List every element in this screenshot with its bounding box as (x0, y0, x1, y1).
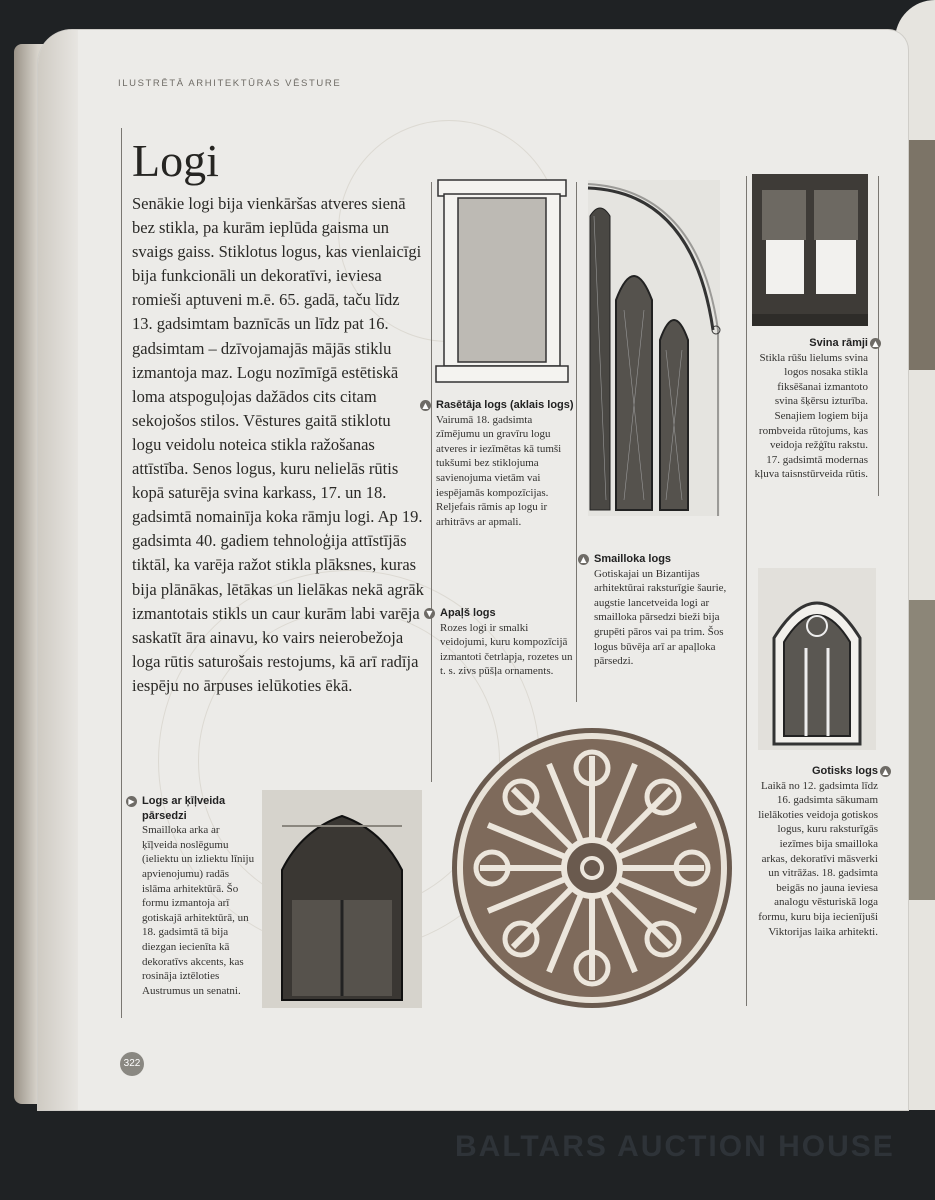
intro-paragraph: Senākie logi bija vienkāršas atveres sienā bez stikla, pa kurām ieplūda gaisma un svaigs gaiss. Stiklotus logus, kas vienlaicīgi bija funkcionāli un dekoratīvi, ieviesa romieši aptuveni m.ē. 65. gadā, taču līdz 13. gadsimtam baznīcās un līdz pat 16. gadsimtam – dzīvojamajās mājās stiklu izmantoja maz. Logu nozīmīgā estētiskā loma atspoguļojas dažādos cits citam sekojošos stilos. Vēstures gaitā stiklotu logu veidolu noteica stikla ražošanas attīstība. Senos logus, kuru nelielās rūtis kopā saturēja svina karkass, 17. un 18. gadsimtā nomainīja koka rāmju logi. Ap 19. gadsimta 40. gadiem tehnoloģija attīstījās tiktāl, ka varēja ražot stikla plāksnes, kuras bija plānākas, lētākas un lielākas nekā agrāk izmantotais stikls un caur kurām labi varēja saskatīt āra ainavu, ko vairs neierobežoja loga rūtis saturošais restojums, kā arī radīja iespēju no ārpuses ielūkoties ēkā. (132, 194, 424, 695)
caption-gothic-window (754, 764, 889, 939)
caption-leaded-window (754, 336, 879, 482)
caption-heading: Svina rāmji (809, 337, 868, 349)
caption-blind-window (422, 398, 574, 529)
ogee-window-illustration (262, 790, 422, 1008)
watermark: BALTARS AUCTION HOUSE (455, 1130, 895, 1163)
gothic-window-illustration (758, 568, 876, 750)
arrow-a-icon: ▲ (578, 554, 589, 565)
caption-text: Smailloka arka ar ķīļveida noslēgumu (ieliektu un izliektu līniju apvienojumu) radās islāma arhitektūrā. Šo formu izmantoja arī gotiskajā arhitektūrā, un 18. gadsimtā tā bija diezgan iecienīta kā dekoratīvs akcents, kas rosināja iztēloties Austrumus un senatni. (142, 824, 255, 997)
caption-heading: Logs ar ķīļveida pārsedzi (142, 795, 226, 822)
column-rule (121, 128, 122, 1018)
column-rule (746, 176, 747, 1006)
caption-text: Gotiskajai un Bizantijas arhitektūrai raksturīgie šaurie, augstie lancetveida logi ar smailloka pārsedzi bieži bija grupēti pāros vai pa trim. Šos logus būvēja arī ar apaļloka pārsedzi. (594, 567, 727, 668)
column-rule (576, 182, 577, 702)
column-rule (878, 176, 879, 496)
caption-heading: Apaļš logs (440, 607, 496, 619)
page-number: 322 (120, 1052, 144, 1076)
caption-heading: Gotisks logs (811, 765, 878, 777)
arrow-a-icon: ▲ (870, 338, 881, 349)
column-rule (431, 182, 432, 782)
rose-window-illustration (450, 726, 734, 1010)
caption-lancet-window (580, 552, 740, 669)
arrow-down-icon: ▼ (424, 608, 435, 619)
page-title: Logi (132, 135, 219, 186)
caption-rose-window (426, 606, 574, 679)
arrow-right-icon: ▶ (126, 796, 137, 807)
intro-text (132, 192, 424, 698)
arrow-a-icon: ▲ (420, 400, 431, 411)
blind-window-illustration (436, 178, 570, 388)
arrow-a-icon: ▲ (880, 766, 891, 777)
lancet-window-illustration (588, 180, 730, 516)
caption-heading: Smailloka logs (594, 553, 672, 565)
running-head: ILUSTRĒTĀ ARHITEKTŪRAS VĒSTURE (118, 78, 342, 89)
leaded-window-illustration (752, 174, 868, 326)
caption-ogee-window (128, 794, 256, 998)
caption-heading: Rasētāja logs (aklais logs) (436, 399, 574, 411)
caption-text: Stikla rūšu lielums svina logos nosaka stikla fiksēšanai izmantoto svina šķērsu izturība. Senajiem logiem bija rombveida rūtojums, kas veidoja režģītu rakstu. 17. gadsimtā modernas kļuva taisnstūrveida rūtis. (754, 351, 868, 481)
caption-text: Laikā no 12. gadsimta līdz 16. gadsimta sākumam lielākoties veidoja gotiskos logus, kuru raksturīgās iezīmes bija smailloka arkas, dekoratīvi māsverki un vitrāžas. 18. gadsimta beigās no jauna ieviesa analogu vēsturiskā loga formu, kuru bija iecienījuši Viktorijas laika arhitekti. (758, 779, 878, 938)
caption-text: Rozes logi ir smalki veidojumi, kuru kompozīcijā izmantoti četrlapja, rozetes un t. s. zivs pūšļa ornaments. (440, 621, 573, 678)
caption-text: Vairumā 18. gadsimta zīmējumu un gravīru logu atveres ir iezīmētas kā tumši tukšumi bez stiklojuma savienojuma vietām vai iespējamās kompozīcijas. Reljefais rāmis ap logu ir arhitrāvs ar apmali. (436, 413, 562, 528)
